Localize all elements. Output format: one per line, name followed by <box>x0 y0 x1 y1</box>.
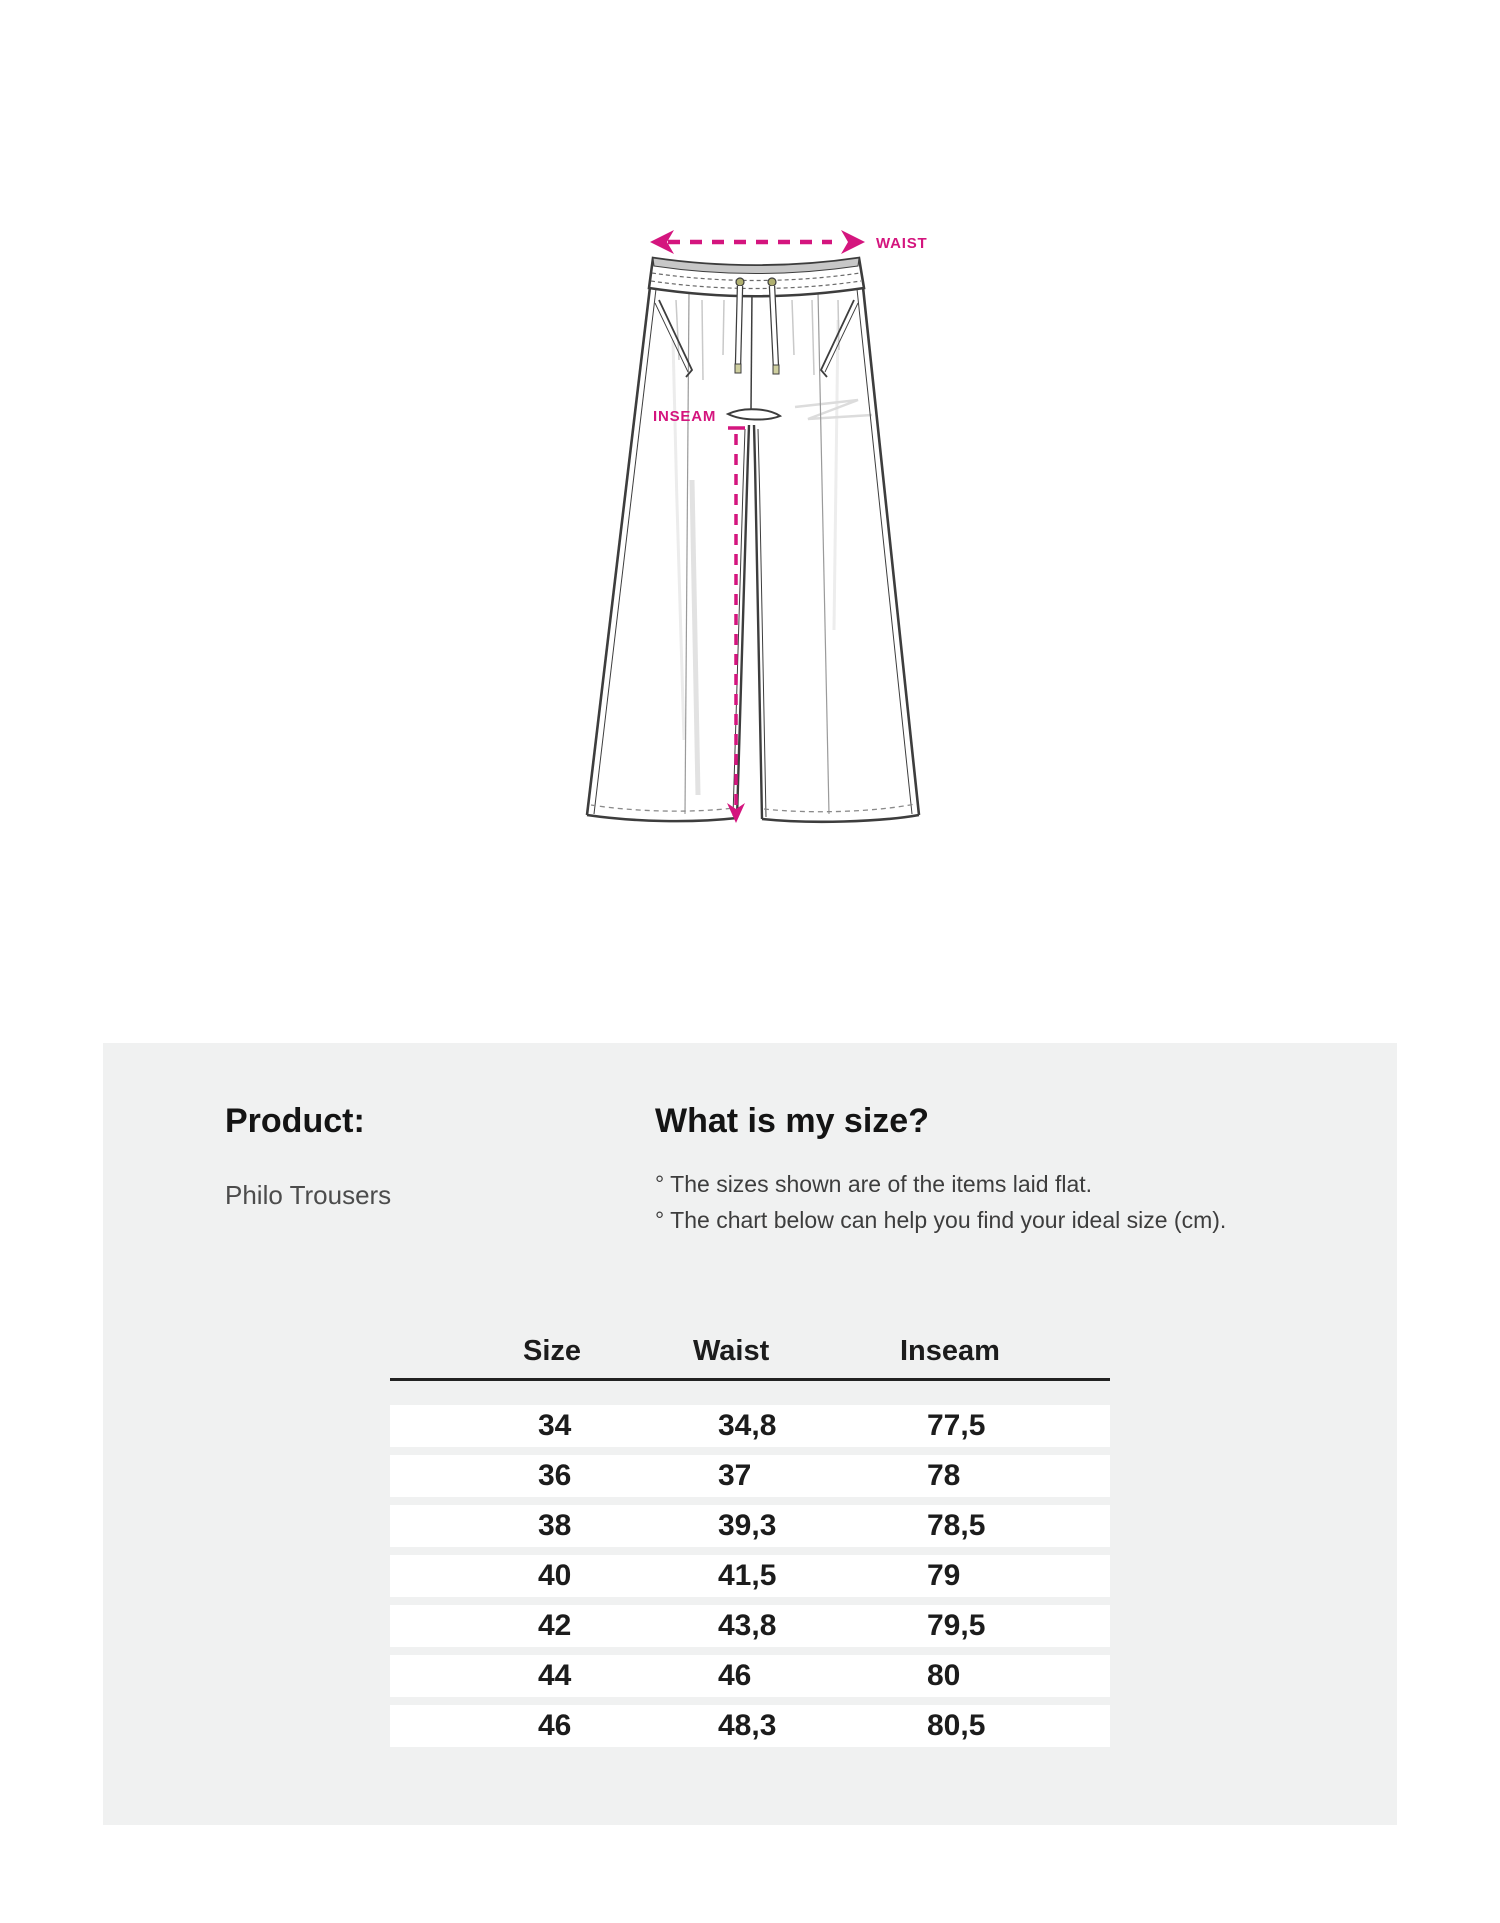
table-row <box>390 1405 1110 1447</box>
left-hem-stitch <box>591 805 734 811</box>
drawstring-aglet <box>735 364 741 373</box>
table-cell: 43,8 <box>718 1609 777 1642</box>
product-block <box>225 1103 391 1211</box>
table-cell: 79 <box>927 1559 961 1592</box>
table-cell: 37 <box>718 1459 752 1492</box>
size-heading: What is my size? <box>655 1102 929 1140</box>
right-hem-stitch <box>764 804 915 812</box>
size-note-line: ° The sizes shown are of the items laid flat. <box>655 1171 1093 1198</box>
wrinkle-line <box>812 300 814 375</box>
table-row <box>390 1655 1110 1697</box>
table-cell: 40 <box>538 1559 572 1592</box>
table-row <box>390 1505 1110 1547</box>
drawstring-cord-fill <box>738 286 740 366</box>
waist-arrow-right-icon <box>841 230 865 254</box>
center-front-line <box>751 292 752 410</box>
product-heading: Product: <box>225 1102 365 1140</box>
table-row <box>390 1705 1110 1747</box>
left-hem <box>587 815 737 821</box>
size-help-block <box>655 1103 1226 1238</box>
inseam-label: INSEAM <box>653 408 717 425</box>
size-note-line: ° The chart below can help you find your ideal size (cm). <box>655 1207 1227 1234</box>
column-header-waist: Waist <box>693 1335 770 1367</box>
right-leg-crease <box>818 292 829 814</box>
drawstring-aglet <box>773 365 779 374</box>
right-outer-seam-stitch <box>857 289 912 814</box>
product-name: Philo Trousers <box>225 1180 392 1211</box>
column-header-size: Size <box>523 1335 582 1367</box>
table-row <box>390 1455 1110 1497</box>
size-chart-table <box>390 1335 1110 1755</box>
right-inseam-edge <box>754 425 762 819</box>
wrinkle-line <box>702 300 703 380</box>
shading-line <box>692 480 698 795</box>
crotch-knot-detail <box>728 409 780 419</box>
table-cell: 80 <box>927 1659 961 1692</box>
eyelet <box>736 278 744 286</box>
table-cell: 44 <box>538 1659 572 1692</box>
table-cell: 38 <box>538 1509 572 1542</box>
waist-annotation <box>650 230 928 254</box>
table-row <box>390 1605 1110 1647</box>
shading-line <box>673 340 684 740</box>
left-pocket-opening <box>659 300 692 377</box>
left-pocket-stitch <box>655 303 688 372</box>
table-cell: 78,5 <box>927 1509 986 1542</box>
table-cell: 80,5 <box>927 1709 986 1742</box>
size-table-header-row <box>390 1335 1110 1381</box>
right-outer-seam <box>863 287 919 815</box>
table-cell: 46 <box>718 1659 752 1692</box>
table-row <box>390 1555 1110 1597</box>
table-cell: 78 <box>927 1459 961 1492</box>
table-cell: 42 <box>538 1609 572 1642</box>
table-cell: 48,3 <box>718 1709 777 1742</box>
trousers-measurement-diagram <box>440 170 1090 860</box>
table-cell: 36 <box>538 1459 572 1492</box>
right-hem <box>762 815 919 822</box>
table-cell: 46 <box>538 1709 572 1742</box>
size-info-panel <box>103 1043 1397 1825</box>
waist-label: WAIST <box>876 235 928 252</box>
table-cell: 77,5 <box>927 1409 986 1442</box>
column-header-inseam: Inseam <box>900 1335 1000 1367</box>
table-cell: 39,3 <box>718 1509 777 1542</box>
fabric-squiggle <box>795 400 872 419</box>
left-outer-seam <box>587 287 650 815</box>
wrinkle-line <box>792 300 794 355</box>
table-cell: 34 <box>538 1409 572 1442</box>
right-pocket-stitch <box>825 303 858 372</box>
size-notes <box>655 1166 1226 1238</box>
shading-line <box>834 320 838 630</box>
table-cell: 79,5 <box>927 1609 986 1642</box>
eyelet <box>768 278 776 286</box>
size-table-body <box>390 1405 1110 1747</box>
trousers-sketch <box>440 170 1090 860</box>
table-cell: 41,5 <box>718 1559 777 1592</box>
left-outer-seam-stitch <box>594 289 656 814</box>
table-cell: 34,8 <box>718 1409 777 1442</box>
wrinkle-line <box>723 300 724 355</box>
